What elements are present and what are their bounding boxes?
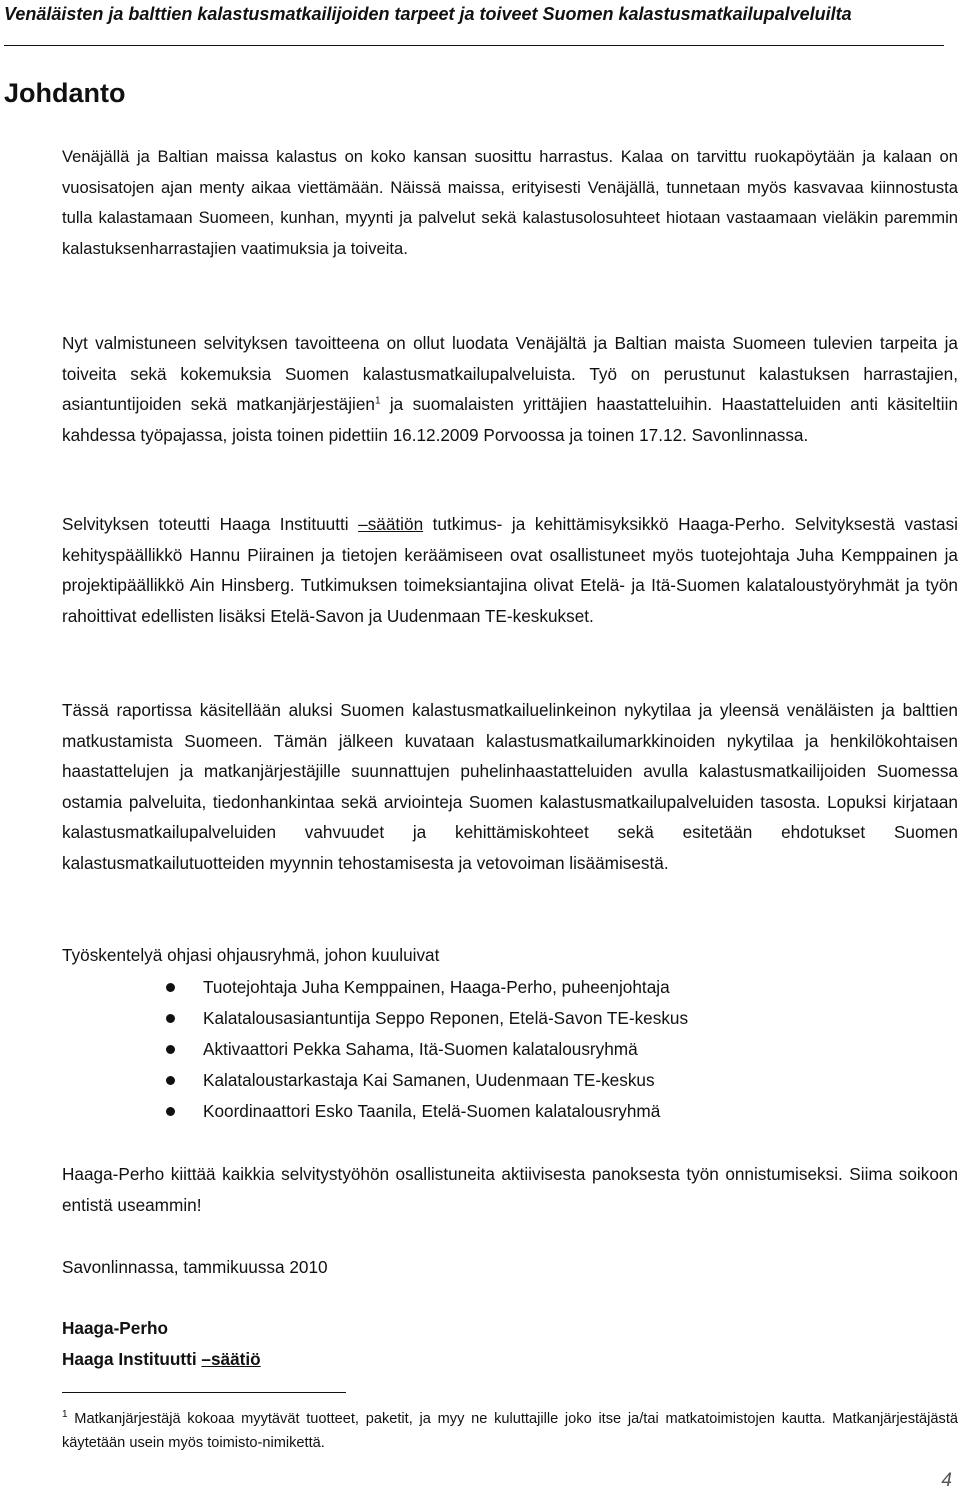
running-header: Venäläisten ja balttien kalastusmatkailijoiden tarpeet ja toiveet Suomen kalastusmatkailupalveluilta <box>4 4 852 24</box>
paragraph-execution-text-1: Selvityksen toteutti Haaga Instituutti <box>62 514 359 534</box>
bullet-icon <box>166 1076 175 1085</box>
list-item <box>0 1065 688 1096</box>
place-and-date: Savonlinnassa, tammikuussa 2010 <box>62 1257 328 1277</box>
list-item <box>0 1003 688 1034</box>
list-item-text: Aktivaattori Pekka Sahama, Itä-Suomen kalatalousryhmä <box>203 1039 638 1059</box>
header-rule <box>4 45 944 46</box>
signature-foundation <box>62 1344 261 1375</box>
list-item <box>0 1034 688 1065</box>
paragraph-steering-group-intro: Työskentelyä ohjasi ohjausryhmä, johon kuuluivat <box>62 945 440 965</box>
paragraph-execution-text-2: tutkimus- ja kehittämisyksikkö Haaga-Perho. Selvityksestä vastasi kehityspäällikkö Hannu Piirainen ja tietojen keräämiseen ovat osallistuneet myös tuotejohtaja Juha Kemppainen ja projektipäällikkö Ain Hinsberg. Tutkimuksen toimeksiantajina olivat Etelä- ja Itä-Suomen kalataloustyöryhmät ja työn rahoittivat edellisten lisäksi Etelä-Savon ja Uudenmaan TE-keskukset. <box>62 514 958 626</box>
footnote-reference[interactable]: 1 <box>374 395 381 407</box>
list-item-text: Koordinaattori Esko Taanila, Etelä-Suomen kalatalousryhmä <box>203 1101 661 1121</box>
signature-foundation-text: Haaga Instituutti <box>62 1349 202 1369</box>
list-item-text: Kalataloustarkastaja Kai Samanen, Uudenmaan TE-keskus <box>203 1070 655 1090</box>
signature-foundation-underlined: –säätiö <box>201 1349 261 1369</box>
footnote-rule <box>62 1392 346 1393</box>
paragraph-execution-underlined: –säätiön <box>358 514 424 534</box>
bullet-icon <box>166 1107 175 1116</box>
paragraph-report-contents: Tässä raportissa käsitellään aluksi Suomen kalastusmatkailuelinkeinon nykytilaa ja yleensä venäläisten ja balttien matkustamista Suomeen. Tämän jälkeen kuvataan kalastusmatkailumarkkinoiden nykytilaa ja henkilökohtaisen haastattelujen ja matkanjärjestäjille suunnattujen puhelinhaastatteluiden avulla kalastusmatkailijoiden Suomessa ostamia palveluita, tiedonhankintaa sekä arviointeja Suomen kalastusmatkailupalveluiden tasosta. Lopuksi kirjataan kalastusmatkailupalveluiden vahvuudet ja kehittämiskohteet sekä esitetään ehdotukset Suomen kalastusmatkailutuotteiden myynnin tehostamisesta ja vetovoiman lisäämisestä. <box>62 700 958 873</box>
paragraph-thanks: Haaga-Perho kiittää kaikkia selvitystyöhön osallistuneita aktiivisesta panoksesta työn onnistumiseksi. Siima soikoon entistä useammin! <box>62 1164 958 1215</box>
list-item <box>0 972 688 1003</box>
steering-group-list <box>0 972 688 1127</box>
signature-organization: Haaga-Perho <box>62 1318 169 1338</box>
paragraph-objective-text-1: Nyt valmistuneen selvityksen tavoitteena on ollut luodata Venäjältä ja Baltian maista Suomeen tulevien tarpeita ja toiveita sekä kokemuksia Suomen kalastusmatkailupalveluista. Työ on perustunut kalastuksen harrastajien, asiantuntijoiden sekä matkanjärjestäjien <box>62 333 958 414</box>
paragraph-objective-text-2: ja suomalaisten yrittäjien haastatteluihin. Haastatteluiden anti käsiteltiin kahdessa työpajassa, joista toinen pidettiin 16.12.2009 Porvoossa ja toinen 17.12. Savonlinnassa. <box>62 394 958 445</box>
bullet-icon <box>166 1045 175 1054</box>
list-item <box>0 1096 688 1127</box>
list-item-text: Kalatalousasiantuntija Seppo Reponen, Etelä-Savon TE-keskus <box>203 1008 689 1028</box>
footnote <box>62 1407 958 1455</box>
bullet-icon <box>166 1014 175 1023</box>
paragraph-intro: Venäjällä ja Baltian maissa kalastus on koko kansan suosittu harrastus. Kalaa on tarvittu ruokapöytään ja kalaan on vuosisatojen ajan menty aikaa viettämään. Näissä maissa, erityisesti Venäjällä, tunnetaan myös kasvavaa kiinnostusta tulla kalastamaan Suomeen, kunhan, myynti ja palvelut sekä kalastusolosuhteet hiotaan vastaamaan vieläkin paremmin kalastuksenharrastajien vaatimuksia ja toiveita. <box>62 147 958 258</box>
paragraph-execution <box>62 509 958 631</box>
section-title: Johdanto <box>4 78 126 108</box>
page-number: 4 <box>941 1470 952 1491</box>
bullet-icon <box>166 983 175 992</box>
footnote-text: Matkanjärjestäjä kokoaa myytävät tuotteet, paketit, ja myy ne kuluttajille joko itse ja/tai matkatoimistojen kautta. Matkanjärjestäjästä käytetään usein myös toimisto-nimikettä. <box>62 1411 958 1451</box>
paragraph-objective <box>62 328 958 450</box>
footnote-marker: 1 <box>62 1409 68 1421</box>
list-item-text: Tuotejohtaja Juha Kemppainen, Haaga-Perho, puheenjohtaja <box>203 977 670 997</box>
